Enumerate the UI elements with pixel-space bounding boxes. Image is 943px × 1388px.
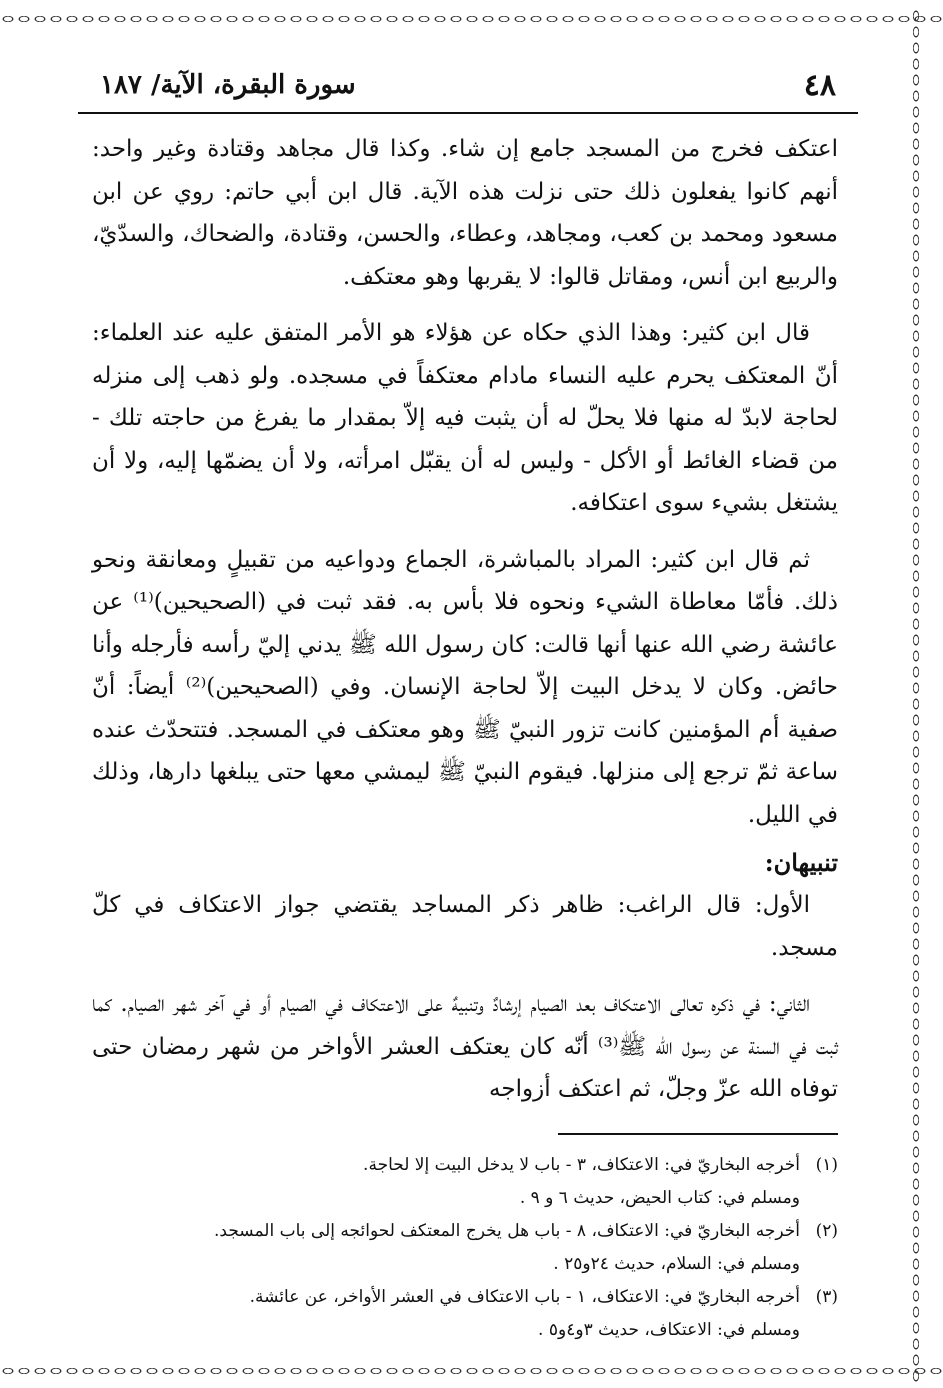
footnote-1 xyxy=(92,1149,838,1182)
footnote-separator xyxy=(558,1133,838,1135)
page-number: ٤٨ xyxy=(803,67,836,103)
paragraph-3: ثم قال ابن كثير: المراد بالمباشرة، الجماع ودواعيه من تقبيلٍ ومعانقة ونحو ذلك. فأمّا معاطاة الشيء ونحوه فلا بأس به. فقد ثبت في (الصحيحين)⁽¹⁾ عن عائشة رضي الله عنها أنها قالت: كان رسول الله ﷺ يدني إليّ رأسه فأرجله وأنا حائض. وكان لا يدخل البيت إلاّ لحاجة الإنسان. وفي (الصحيحين)⁽²⁾ أيضاً: أنّ صفية أم المؤمنين كانت تزور النبيّ ﷺ وهو معتكف في المسجد. فتتحدّث عنده ساعة ثمّ ترجع إلى منزلها. فيقوم النبيّ ﷺ ليمشي معها حتى يبلغها دارها، وذلك في الليل. xyxy=(92,546,839,828)
section-heading: تنبيهان: xyxy=(764,848,838,877)
footnote-3 xyxy=(92,1281,838,1314)
page-header xyxy=(78,58,858,114)
footnotes xyxy=(92,1149,838,1347)
footnote-3-continuation: ومسلم في: الاعتكاف، حديث ٣و٤و٥ . xyxy=(538,1319,800,1340)
paragraph-1: اعتكف فخرج من المسجد جامع إن شاء. وكذا قال مجاهد وقتادة وغير واحد: أنهم كانوا يفعلون ذلك حتى نزلت هذه الآية. قال ابن أبي حاتم: روي عن ابن مسعود ومحمد بن كعب، ومجاهد، وعطاء، والحسن، وقتادة، والضحاك، والسدّيّ، والربيع ابن أنس، ومقاتل قالوا: لا يقربها وهو معتكف. xyxy=(92,136,838,290)
footnote-2-continuation: ومسلم في: السلام، حديث ٢٤و٢٥ . xyxy=(553,1253,800,1274)
decorative-border-bottom xyxy=(0,1360,943,1382)
decorative-border-top xyxy=(0,8,943,30)
page-title: سورة البقرة، الآية/ ١٨٧ xyxy=(100,70,356,100)
footnote-2 xyxy=(92,1215,838,1248)
note-first: الأول: قال الراغب: ظاهر ذكر المساجد يقتضي جواز الاعتكاف في كلّ مسجد. xyxy=(92,892,838,961)
footnote-text: أخرجه البخاريّ في: الاعتكاف، ١ - باب الاعتكاف في العشر الأواخر، عن عائشة. xyxy=(249,1286,800,1307)
footnote-text: أخرجه البخاريّ في: الاعتكاف، ٨ - باب هل يخرج المعتكف لحوائجه إلى باب المسجد. xyxy=(214,1220,800,1241)
decorative-border-right xyxy=(906,8,926,1382)
paragraph-2: قال ابن كثير: وهذا الذي حكاه عن هؤلاء هو الأمر المتفق عليه عند العلماء: أنّ المعتكف يحرم عليه النساء مادام معتكفاً في مسجده. ولو ذهب إلى منزله لحاجة لابدّ له منها فلا يحلّ له أن يثبت فيه إلاّ بمقدار ما يفرغ من حاجته تلك - من قضاء الغائط أو الأكل - وليس له أن يقبّل امرأته، ولا أن يضمّها إليه، ولا أن يشتغل بشيء سوى اعتكافه. xyxy=(92,320,838,516)
note-second: الثاني: في ذكره تعالى الاعتكاف بعد الصيام إرشادٌ وتنبيهٌ على الاعتكاف في الصيام أو في آخر شهر الصيام. كما ثبت في السنة عن رسول الله ﷺ⁽³⁾ أنّه كان يعتكف العشر الأواخر من شهر رمضان حتى توفاه الله عزّ وجلّ، ثم اعتكف أزواجه xyxy=(92,991,839,1102)
footnote-number: (٢) xyxy=(815,1220,838,1241)
footnote-text: أخرجه البخاريّ في: الاعتكاف، ٣ - باب لا يدخل البيت إلا لحاجة. xyxy=(363,1154,800,1175)
footnote-1-continuation: ومسلم في: كتاب الحيض، حديث ٦ و ٩ . xyxy=(519,1187,800,1208)
page-body xyxy=(78,114,858,1347)
footnote-number: (٣) xyxy=(815,1286,838,1307)
footnote-number: (١) xyxy=(815,1154,838,1175)
book-page xyxy=(78,58,858,1348)
